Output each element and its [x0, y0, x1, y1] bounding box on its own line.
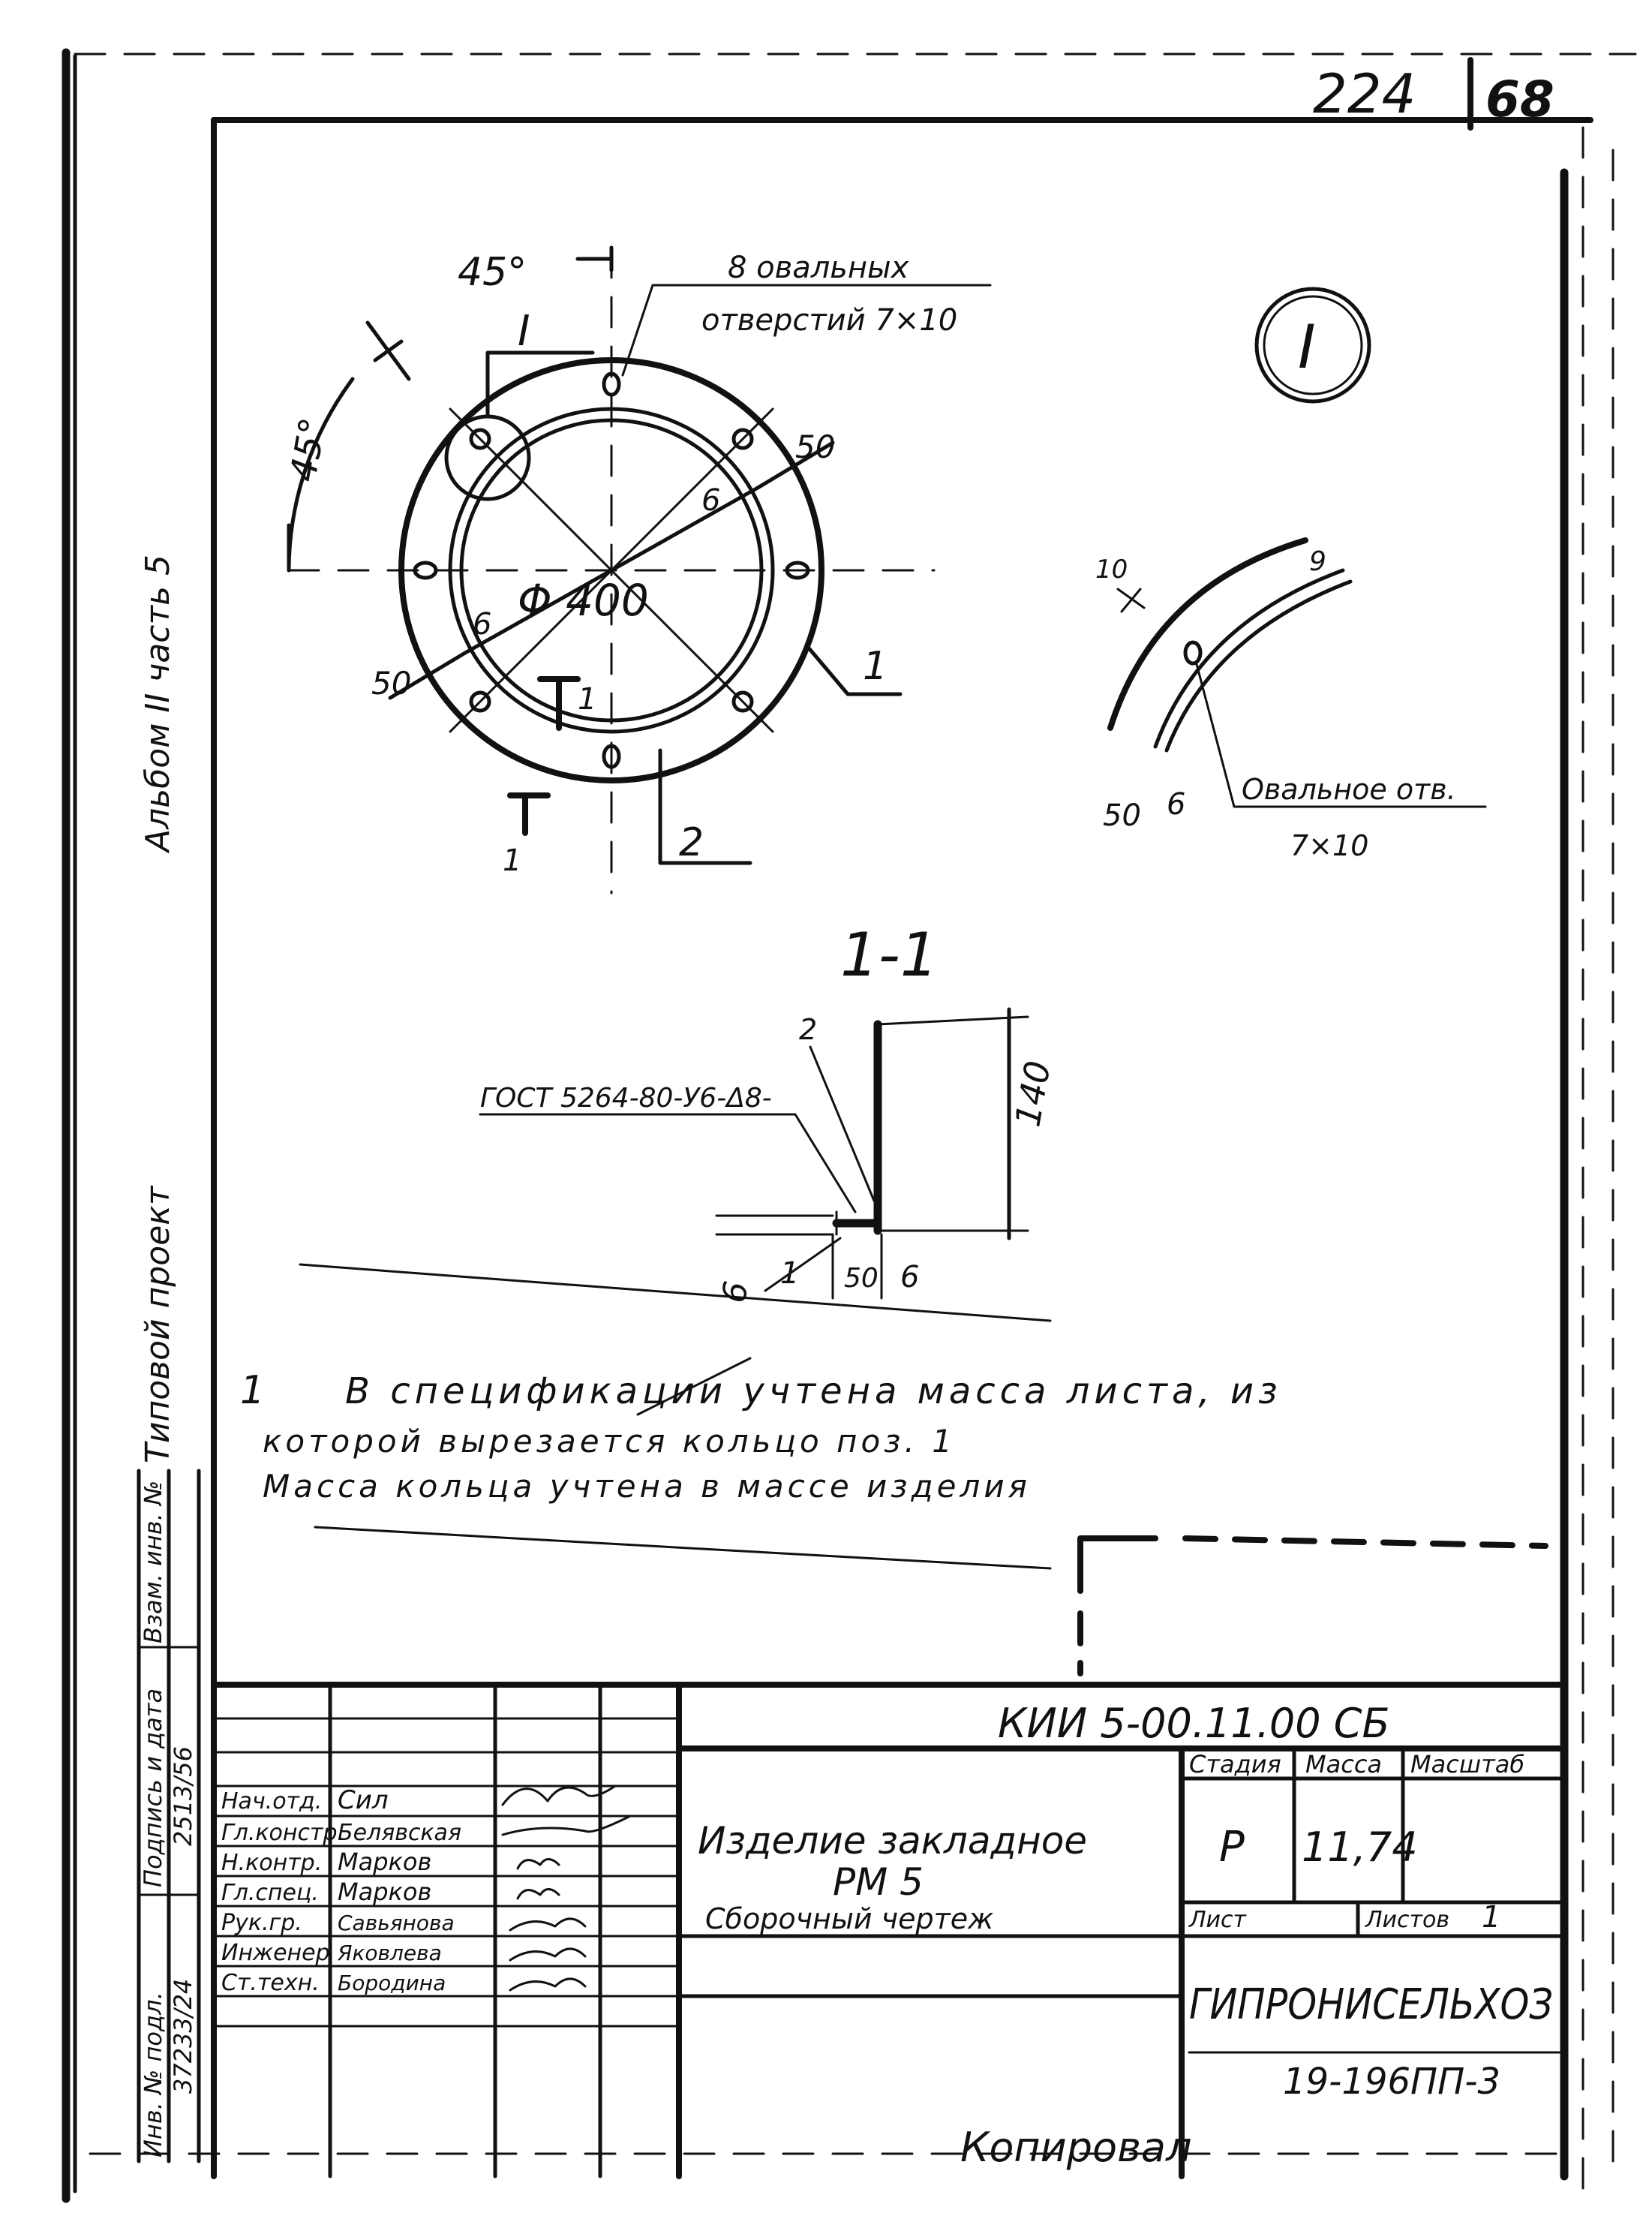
cut-label-bottom: 1 — [503, 843, 522, 878]
holes-note-line2: отверстий 7×10 — [701, 303, 958, 338]
project-label: Типовой проект — [139, 1186, 177, 1463]
inv-number: 37233/24 — [169, 1978, 197, 2094]
signature-role: Нач.отд. — [221, 1788, 323, 1815]
thickness-right-label: 6 — [701, 483, 721, 518]
section-pos-bottom: 1 — [780, 1256, 800, 1291]
detail-hole-note-line1: Овальное отв. — [1242, 773, 1456, 806]
sheet-number: 224 — [1313, 62, 1416, 125]
product-name-line3: Сборочный чертеж — [705, 1902, 994, 1935]
designation: КИИ 5-00.11.00 СБ — [998, 1700, 1390, 1747]
note-line-2: которой вырезается кольцо поз. 1 — [263, 1423, 956, 1460]
stage-value: Р — [1219, 1823, 1245, 1872]
album-label: Альбом II часть 5 — [139, 554, 177, 852]
stage-header: Стадия — [1189, 1750, 1281, 1778]
plan-view — [282, 248, 990, 893]
holes-note-line1: 8 овальных — [728, 251, 909, 285]
signature-name: Сил — [338, 1785, 389, 1815]
signature-role: Н.контр. — [221, 1850, 323, 1876]
detail-title: I — [1298, 312, 1316, 382]
angle-top-label: 45° — [458, 250, 527, 295]
stamp-number: 2513/56 — [169, 1746, 197, 1846]
mass-header: Масса — [1305, 1750, 1383, 1778]
signature-name: Яковлева — [338, 1941, 442, 1965]
signature-role: Инженер — [221, 1940, 330, 1966]
section-marker-label: I — [518, 307, 530, 356]
detail-dim-6: 6 — [1167, 787, 1186, 822]
section-thickness-dim: 6 — [714, 1278, 756, 1306]
angle-left-label: 45° — [282, 414, 335, 485]
signature-role: Гл.констр. — [221, 1820, 345, 1846]
detail-view — [1095, 289, 1485, 862]
signature-name: Савьянова — [338, 1911, 455, 1935]
sheets-label: Листов — [1365, 1907, 1450, 1933]
signature-name: Марков — [338, 1878, 432, 1906]
detail-dim-10: 10 — [1095, 555, 1128, 585]
detail-dim-9: 9 — [1309, 546, 1326, 577]
width-right-label: 50 — [795, 428, 836, 465]
sheet-label: Лист — [1189, 1907, 1247, 1933]
weld-standard: ГОСТ 5264-80-У6-Δ8- — [480, 1083, 772, 1114]
width-left-label: 50 — [371, 665, 412, 702]
detail-hole-note-line2: 7×10 — [1290, 829, 1369, 862]
position-ring-label: 1 — [863, 644, 888, 689]
section-wall-dim: 6 — [900, 1260, 920, 1294]
section-width-dim: 50 — [844, 1263, 879, 1294]
organization: ГИПРОНИСЕЛЬХОЗ — [1189, 1980, 1553, 2029]
footer-note: Копировал — [960, 2124, 1192, 2171]
section-view — [480, 920, 1059, 1306]
side-margin — [139, 555, 199, 2161]
thickness-left-label: 6 — [473, 607, 492, 642]
section-pos-top: 2 — [799, 1013, 818, 1046]
detail-oval-hole — [1185, 642, 1200, 663]
scale-header: Масштаб — [1410, 1750, 1525, 1778]
note-line-1: В спецификации учтена масса листа, из — [345, 1370, 1282, 1412]
product-name-line1: Изделие закладное — [698, 1819, 1088, 1863]
inv-orig-label: Инв. № подл. — [139, 1992, 167, 2157]
note-number: 1 — [240, 1368, 266, 1413]
sign-date-label: Подпись и дата — [139, 1688, 167, 1887]
diameter-label: Φ 400 — [518, 575, 649, 626]
sheets-value: 1 — [1482, 1900, 1501, 1935]
signature-name: Белявская — [338, 1820, 461, 1846]
note-line-3: Масса кольца учтена в массе изделия — [263, 1468, 1031, 1505]
signature-role: Ст.техн. — [221, 1970, 320, 1996]
signature-role: Рук.гр. — [221, 1910, 302, 1936]
notes-block — [240, 1264, 1282, 1568]
inv-sub-label: Взам. инв. № — [139, 1480, 167, 1643]
section-title: 1-1 — [840, 920, 939, 990]
signature-role: Гл.спец. — [221, 1880, 319, 1906]
product-name-line2: РМ 5 — [833, 1860, 924, 1904]
title-block — [214, 1685, 1564, 2176]
signature-name: Бородина — [338, 1971, 446, 1995]
mass-value: 11,74 — [1302, 1824, 1418, 1871]
drawing-code: 19-196ПП-3 — [1283, 2061, 1501, 2103]
detail-outer-arc — [1110, 540, 1305, 728]
signature-name: Марков — [338, 1848, 432, 1876]
detail-dim-50: 50 — [1103, 798, 1141, 833]
cut-label-top: 1 — [578, 682, 597, 717]
sheet-page-number: 68 — [1485, 71, 1554, 128]
position-band-label: 2 — [679, 820, 704, 865]
section-height-dim: 140 — [1007, 1057, 1059, 1130]
detail-band-arc — [1167, 582, 1350, 750]
